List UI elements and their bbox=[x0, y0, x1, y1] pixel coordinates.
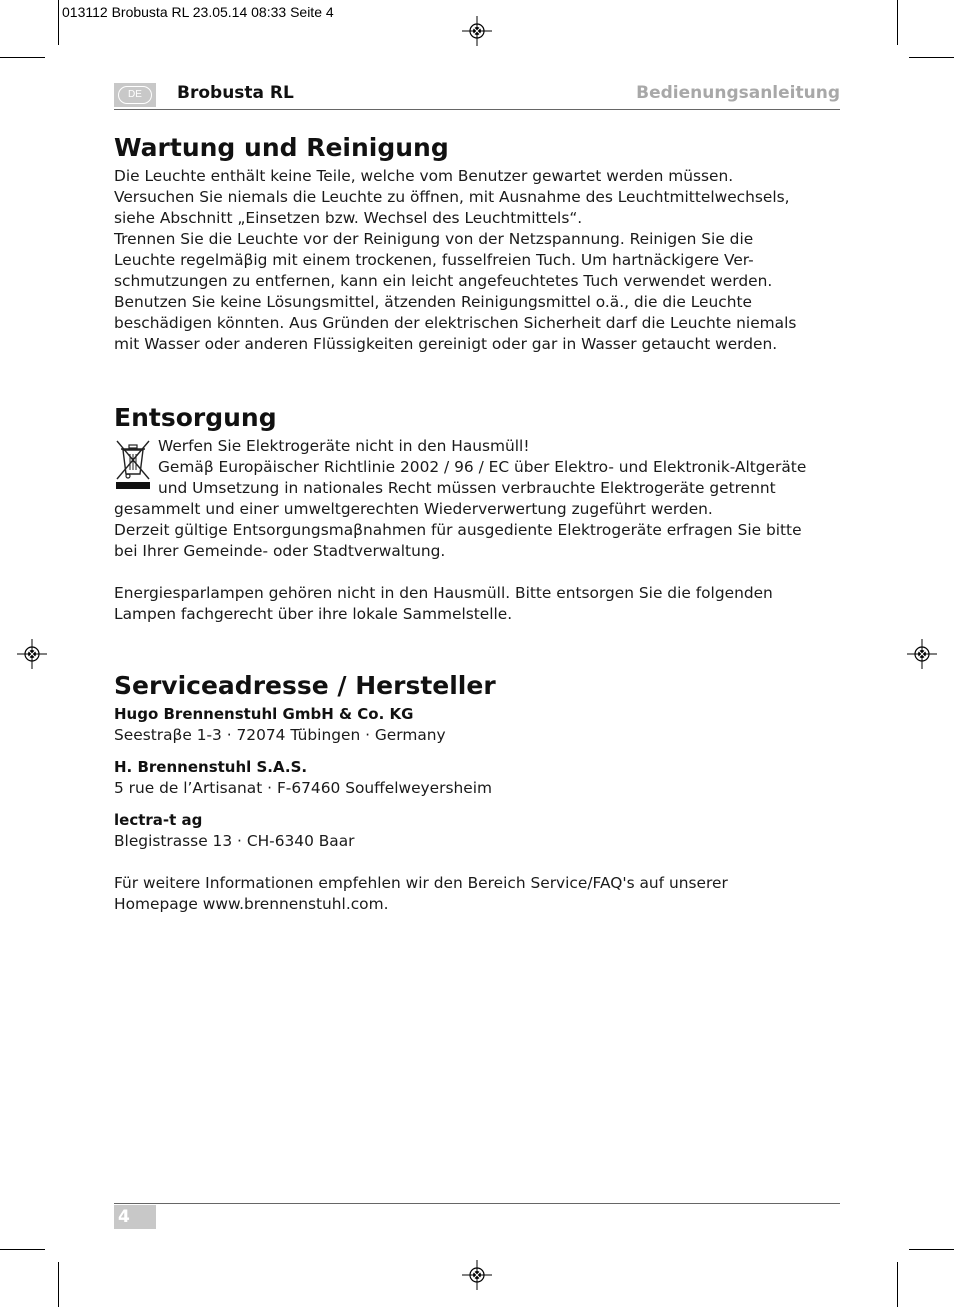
company-name: lectra-t ag bbox=[114, 811, 203, 829]
registration-mark-icon bbox=[17, 639, 47, 669]
document-type: Bedienungsanleitung bbox=[636, 83, 840, 103]
company-name: Hugo Brennenstuhl GmbH & Co. KG bbox=[114, 705, 414, 723]
weee-notice bbox=[114, 436, 840, 499]
product-name: Brobusta RL bbox=[177, 83, 294, 103]
language-badge bbox=[114, 83, 156, 107]
crop-mark bbox=[909, 57, 954, 58]
registration-mark-icon bbox=[462, 1260, 492, 1290]
crop-mark bbox=[909, 1249, 954, 1250]
company-address: Blegistrasse 13 · CH-6340 Baar bbox=[114, 832, 355, 850]
crossed-out-wheelie-bin-icon bbox=[114, 438, 152, 494]
header-divider bbox=[114, 109, 840, 110]
registration-mark-icon bbox=[462, 16, 492, 46]
language-label: DE bbox=[118, 86, 152, 104]
crop-mark bbox=[897, 1262, 898, 1307]
section-body: gesammelt und einer umweltgerechten Wiederverwertung zugeführt werden. Derzeit gültige Entsorgungsmaβnahmen für ausgediente Elektrogeräte erfragen Sie bitte bei Ihrer Gemeinde- oder Stadtverwaltung. bbox=[114, 500, 802, 560]
print-slug: 013112 Brobusta RL 23.05.14 08:33 Seite 4 bbox=[62, 4, 334, 20]
section-title: Entsorgung bbox=[114, 403, 277, 432]
page-header bbox=[114, 80, 840, 110]
crop-mark bbox=[0, 57, 45, 58]
lamp-disposal-note: Energiesparlampen gehören nicht in den Hausmüll. Bitte entsorgen Sie die folgenden Lampen fachgerecht über ihre lokale Sammelstelle. bbox=[114, 584, 773, 623]
crop-mark bbox=[58, 1262, 59, 1307]
crop-mark bbox=[897, 0, 898, 45]
page-number: 4 bbox=[114, 1205, 156, 1229]
company-address: 5 rue de l’Artisanat · F-67460 Souffelweyersheim bbox=[114, 779, 492, 797]
section-entsorgung bbox=[114, 400, 840, 625]
section-body: Die Leuchte enthält keine Teile, welche vom Benutzer gewartet werden müssen. Versuchen Sie niemals die Leuchte zu öffnen, mit Ausnahme des Leuchtmittelwechsels, siehe Abschnitt „Einsetzen bzw. Wechsel des Leuchtmittels“. Trennen Sie die Leuchte vor der Reinigung von der Netzspannung. Reinigen Sie die Leuchte regelmäβig mit einem trockenen, fusselfreien Tuch. Um hartnäckigere Ver- schmutzungen zu entfernen, kann ein leicht angefeuchtetes Tuch verwendet werden. Benutzen Sie keine Lösungsmittel, ätzenden Reinigungsmittel o.ä., die die Leuchte beschädigen könnten. Aus Gründen der elektrischen Sicherheit darf die Leuchte niemals mit Wasser oder anderen Flüssigkeiten gereinigt oder gar in Wasser getaucht werden. bbox=[114, 167, 797, 353]
crop-mark bbox=[58, 0, 59, 45]
registration-mark-icon bbox=[907, 639, 937, 669]
more-info-text: Für weitere Informationen empfehlen wir den Bereich Service/FAQ's auf unserer Homepage www.brennenstuhl.com. bbox=[114, 874, 728, 913]
section-title: Serviceadresse / Hersteller bbox=[114, 671, 496, 700]
section-service bbox=[114, 668, 840, 915]
weee-text: Werfen Sie Elektrogeräte nicht in den Hausmüll! Gemäβ Europäischer Richtlinie 2002 / 96 / EC über Elektro- und Elektronik-Altgeräte und Umsetzung in nationales Recht müssen verbrauchte Elektrogeräte getrennt bbox=[158, 437, 807, 497]
company-name: H. Brennenstuhl S.A.S. bbox=[114, 758, 308, 776]
section-title: Wartung und Reinigung bbox=[114, 133, 449, 162]
company-address: Seestraβe 1-3 · 72074 Tübingen · Germany bbox=[114, 726, 446, 744]
section-wartung bbox=[114, 130, 796, 355]
footer-divider bbox=[114, 1203, 840, 1204]
crop-mark bbox=[0, 1249, 45, 1250]
